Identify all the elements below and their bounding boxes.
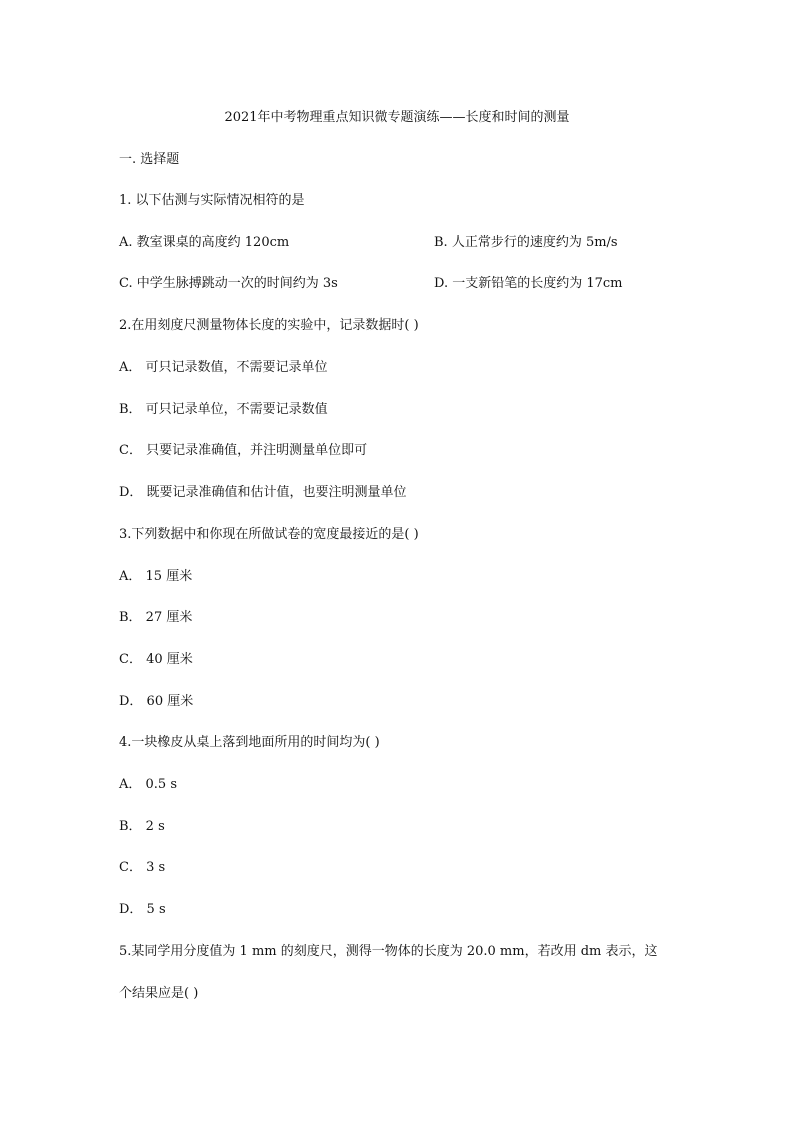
question-3-option-a: A． 15 厘米 <box>119 569 193 584</box>
question-2-option-d: D． 既要记录准确值和估计值，也要注明测量单位 <box>119 485 407 500</box>
question-4-stem: 4.一块橡皮从桌上落到地面所用的时间均为( ) <box>119 735 380 750</box>
question-3-option-b: B． 27 厘米 <box>119 610 193 625</box>
question-3-option-d: D． 60 厘米 <box>119 694 194 709</box>
question-1-option-a: A. 教室课桌的高度约 120cm <box>119 235 290 250</box>
question-2-option-b: B． 可只记录单位，不需要记录数值 <box>119 402 328 417</box>
question-2-option-c: C． 只要记录准确值，并注明测量单位即可 <box>119 443 368 458</box>
question-1-option-c: C. 中学生脉搏跳动一次的时间约为 3s <box>119 276 338 291</box>
question-3-stem: 3.下列数据中和你现在所做试卷的宽度最接近的是( ) <box>119 527 419 542</box>
question-1-stem: 1. 以下估测与实际情况相符的是 <box>119 193 305 208</box>
question-4-option-d: D． 5 s <box>119 902 166 917</box>
question-1-option-d: D. 一支新铅笔的长度约为 17cm <box>434 276 623 291</box>
question-4-option-b: B． 2 s <box>119 819 165 834</box>
question-3-option-c: C． 40 厘米 <box>119 652 193 667</box>
question-1-option-b: B. 人正常步行的速度约为 5m/s <box>434 235 618 250</box>
question-2-stem: 2.在用刻度尺测量物体长度的实验中，记录数据时( ) <box>119 318 419 333</box>
question-5-stem-line-2: 个结果应是( ) <box>119 986 199 1001</box>
question-4-option-a: A． 0.5 s <box>119 777 177 792</box>
question-2-option-a: A． 可只记录数值，不需要记录单位 <box>119 360 328 375</box>
question-5-stem-line-1: 5.某同学用分度值为 1 mm 的刻度尺，测得一物体的长度为 20.0 mm，若改用 dm 表示，这 <box>119 944 658 959</box>
page-title: 2021年中考物理重点知识微专题演练——长度和时间的测量 <box>224 110 570 125</box>
question-4-option-c: C． 3 s <box>119 860 166 875</box>
section-heading: 一. 选择题 <box>119 152 180 167</box>
